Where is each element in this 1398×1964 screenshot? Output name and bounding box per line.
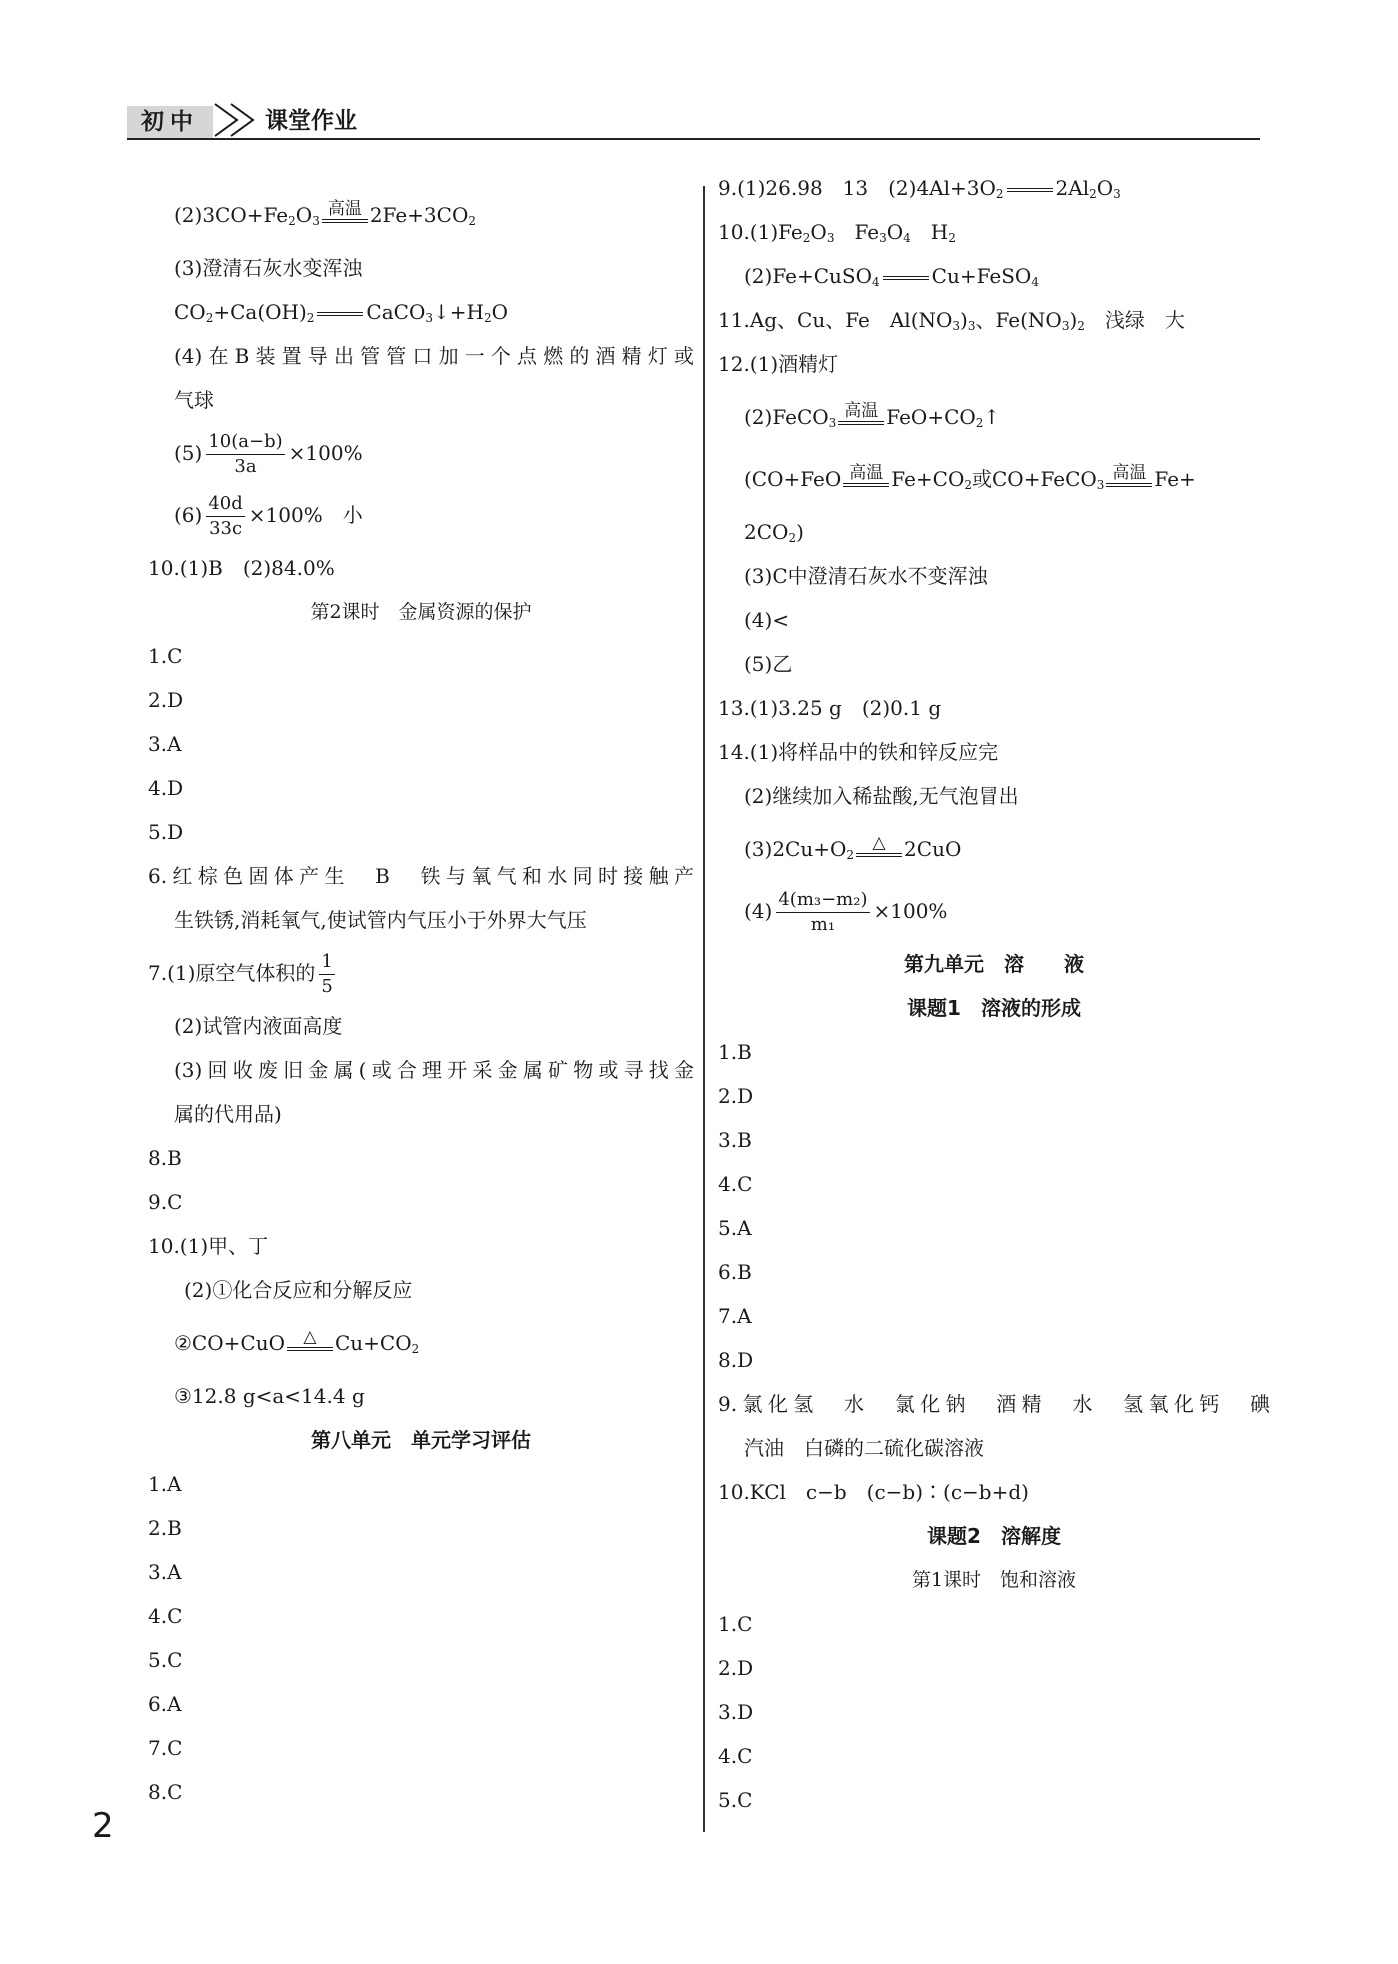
answer-line: (2)继续加入稀盐酸,无气泡冒出 xyxy=(744,784,1019,808)
answer-line: (3)回收废旧金属(或合理开采金属矿物或寻找金 xyxy=(174,1058,694,1082)
page-header xyxy=(127,100,1260,142)
answer-line: (CO+FeO 高温 $Fe+CO_2$或CO+FeCO$_3$ 高温 Fe+ xyxy=(744,463,1196,492)
answer-line: 10.KCl c−b (c−b)∶(c−b+d) xyxy=(718,1480,1029,1504)
answer-line: 3.A xyxy=(148,1560,182,1584)
answer-line: 4.C xyxy=(718,1744,753,1768)
answer-line: 9.C xyxy=(148,1190,183,1214)
answer-line: (4) $\frac{\text{4(m₃−m₂)}}{\text{m₁}}$ ×100% xyxy=(744,889,948,935)
section-heading: 课题1 溶液的形成 xyxy=(907,996,1081,1020)
answer-line: 7.C xyxy=(148,1736,183,1760)
answer-line: 11.Ag、Cu、Fe $Al(NO_3)_3$、$Fe(NO_3)_2$ 浅绿 大 xyxy=(718,308,1185,333)
answer-line: 4.C xyxy=(718,1172,753,1196)
header-tag: 初中 xyxy=(127,106,213,138)
section-heading: 第九单元 溶 液 xyxy=(904,952,1084,976)
answer-line: (5)乙 xyxy=(744,652,793,676)
answer-line: 4.C xyxy=(148,1604,183,1628)
answer-line: 10.(1)B (2)84.0% xyxy=(148,556,335,580)
answer-line: 7.(1)原空气体积的 $\frac{1}{5}$ xyxy=(148,951,333,997)
header-rule xyxy=(127,138,1260,140)
answer-line: (2)FeCO$_3$ 高温 $FeO+CO_2↑$ xyxy=(744,401,1001,430)
answer-line: 2.B xyxy=(148,1516,182,1540)
column-divider xyxy=(703,186,705,1832)
answer-line: 2.D xyxy=(718,1084,754,1108)
answer-line: 4.D xyxy=(148,776,184,800)
answer-line: 气球 xyxy=(174,388,214,412)
answer-line: 6.红棕色固体产生 B 铁与氧气和水同时接触产 xyxy=(148,864,694,888)
answer-line: 9.(1)26.98 13 $(2)4Al+3O_2$ $2Al_2O_3$ xyxy=(718,176,1121,201)
answer-line: 1.C xyxy=(718,1612,753,1636)
answer-line: (3)C中澄清石灰水不变浑浊 xyxy=(744,564,988,588)
section-heading: 第2课时 金属资源的保护 xyxy=(310,601,532,623)
page-number: 2 xyxy=(92,1806,114,1846)
answer-line: 10.(1)甲、丁 xyxy=(148,1234,269,1258)
answer-line: 1.B xyxy=(718,1040,752,1064)
answer-line: 汽油 白磷的二硫化碳溶液 xyxy=(744,1436,984,1460)
header-title: 课堂作业 xyxy=(265,108,357,134)
answer-line: 5.D xyxy=(148,820,184,844)
double-chevron-icon xyxy=(209,100,269,140)
answer-line: 6.A xyxy=(148,1692,182,1716)
answer-line: 3.A xyxy=(148,732,182,756)
answer-line: 生铁锈,消耗氧气,使试管内气压小于外界大气压 xyxy=(174,908,587,932)
answer-line: $(3)2Cu+O_2$ △ 2CuO xyxy=(744,833,962,862)
answer-line: ③12.8 g<a<14.4 g xyxy=(174,1384,365,1408)
answer-line: 属的代用品) xyxy=(174,1102,282,1126)
answer-line: 5.C xyxy=(148,1648,183,1672)
section-heading: 第八单元 单元学习评估 xyxy=(311,1428,531,1452)
answer-line: 1.A xyxy=(148,1472,182,1496)
answer-line: (4)在B装置导出管管口加一个点燃的酒精灯或 xyxy=(174,344,694,368)
answer-line: 1.C xyxy=(148,644,183,668)
answer-line: ②CO+CuO △ $Cu+CO_2$ xyxy=(174,1327,420,1356)
answer-line: 12.(1)酒精灯 xyxy=(718,352,839,376)
left-column xyxy=(148,184,694,1814)
answer-line: (2)①化合反应和分解反应 xyxy=(184,1278,413,1302)
answer-line: 9.氯化氢 水 氯化钠 酒精 水 氢氧化钙 碘 xyxy=(718,1392,1270,1416)
right-column xyxy=(718,176,1270,1822)
answer-line: (5) $\frac{10(a-b)}{3a}$ ×100% xyxy=(174,431,363,477)
answer-line: 8.B xyxy=(148,1146,182,1170)
section-heading: 第1课时 饱和溶液 xyxy=(911,1569,1077,1591)
answer-line: $10.(1)Fe_2O_3$ $Fe_3O_4$ $H_2$ xyxy=(718,220,956,245)
answer-line: 13.(1)3.25 g (2)0.1 g xyxy=(718,696,942,720)
answer-line: (4)< xyxy=(744,608,790,632)
answer-line: 7.A xyxy=(718,1304,752,1328)
answer-line: 6.B xyxy=(718,1260,752,1284)
answer-line: 14.(1)将样品中的铁和锌反应完 xyxy=(718,740,999,764)
answer-line: (2)试管内液面高度 xyxy=(174,1014,343,1038)
answer-line: $CO_2+Ca(OH)_2$ $CaCO_3↓+H_2O$ xyxy=(174,300,509,325)
answer-line: 5.A xyxy=(718,1216,752,1240)
answer-line: 3.B xyxy=(718,1128,752,1152)
answer-line: 3.D xyxy=(718,1700,754,1724)
answer-line: (3)澄清石灰水变浑浊 xyxy=(174,256,363,280)
answer-line: 8.D xyxy=(718,1348,754,1372)
answer-line: (2)Fe+CuSO$_4$ Cu+FeSO$_4$ xyxy=(744,264,1039,289)
section-heading: 课题2 溶解度 xyxy=(927,1524,1061,1548)
answer-line: $(2)3CO+Fe_2O_3$ 高温 $2Fe+3CO_2$ xyxy=(174,199,476,228)
answer-line: $2CO_2$) xyxy=(744,520,804,545)
answer-line: 5.C xyxy=(718,1788,753,1812)
answer-line: 8.C xyxy=(148,1780,183,1804)
answer-line: 2.D xyxy=(148,688,184,712)
answer-line: 2.D xyxy=(718,1656,754,1680)
answer-line: (6) $\frac{40d}{33c}$ ×100% 小 xyxy=(174,493,363,539)
